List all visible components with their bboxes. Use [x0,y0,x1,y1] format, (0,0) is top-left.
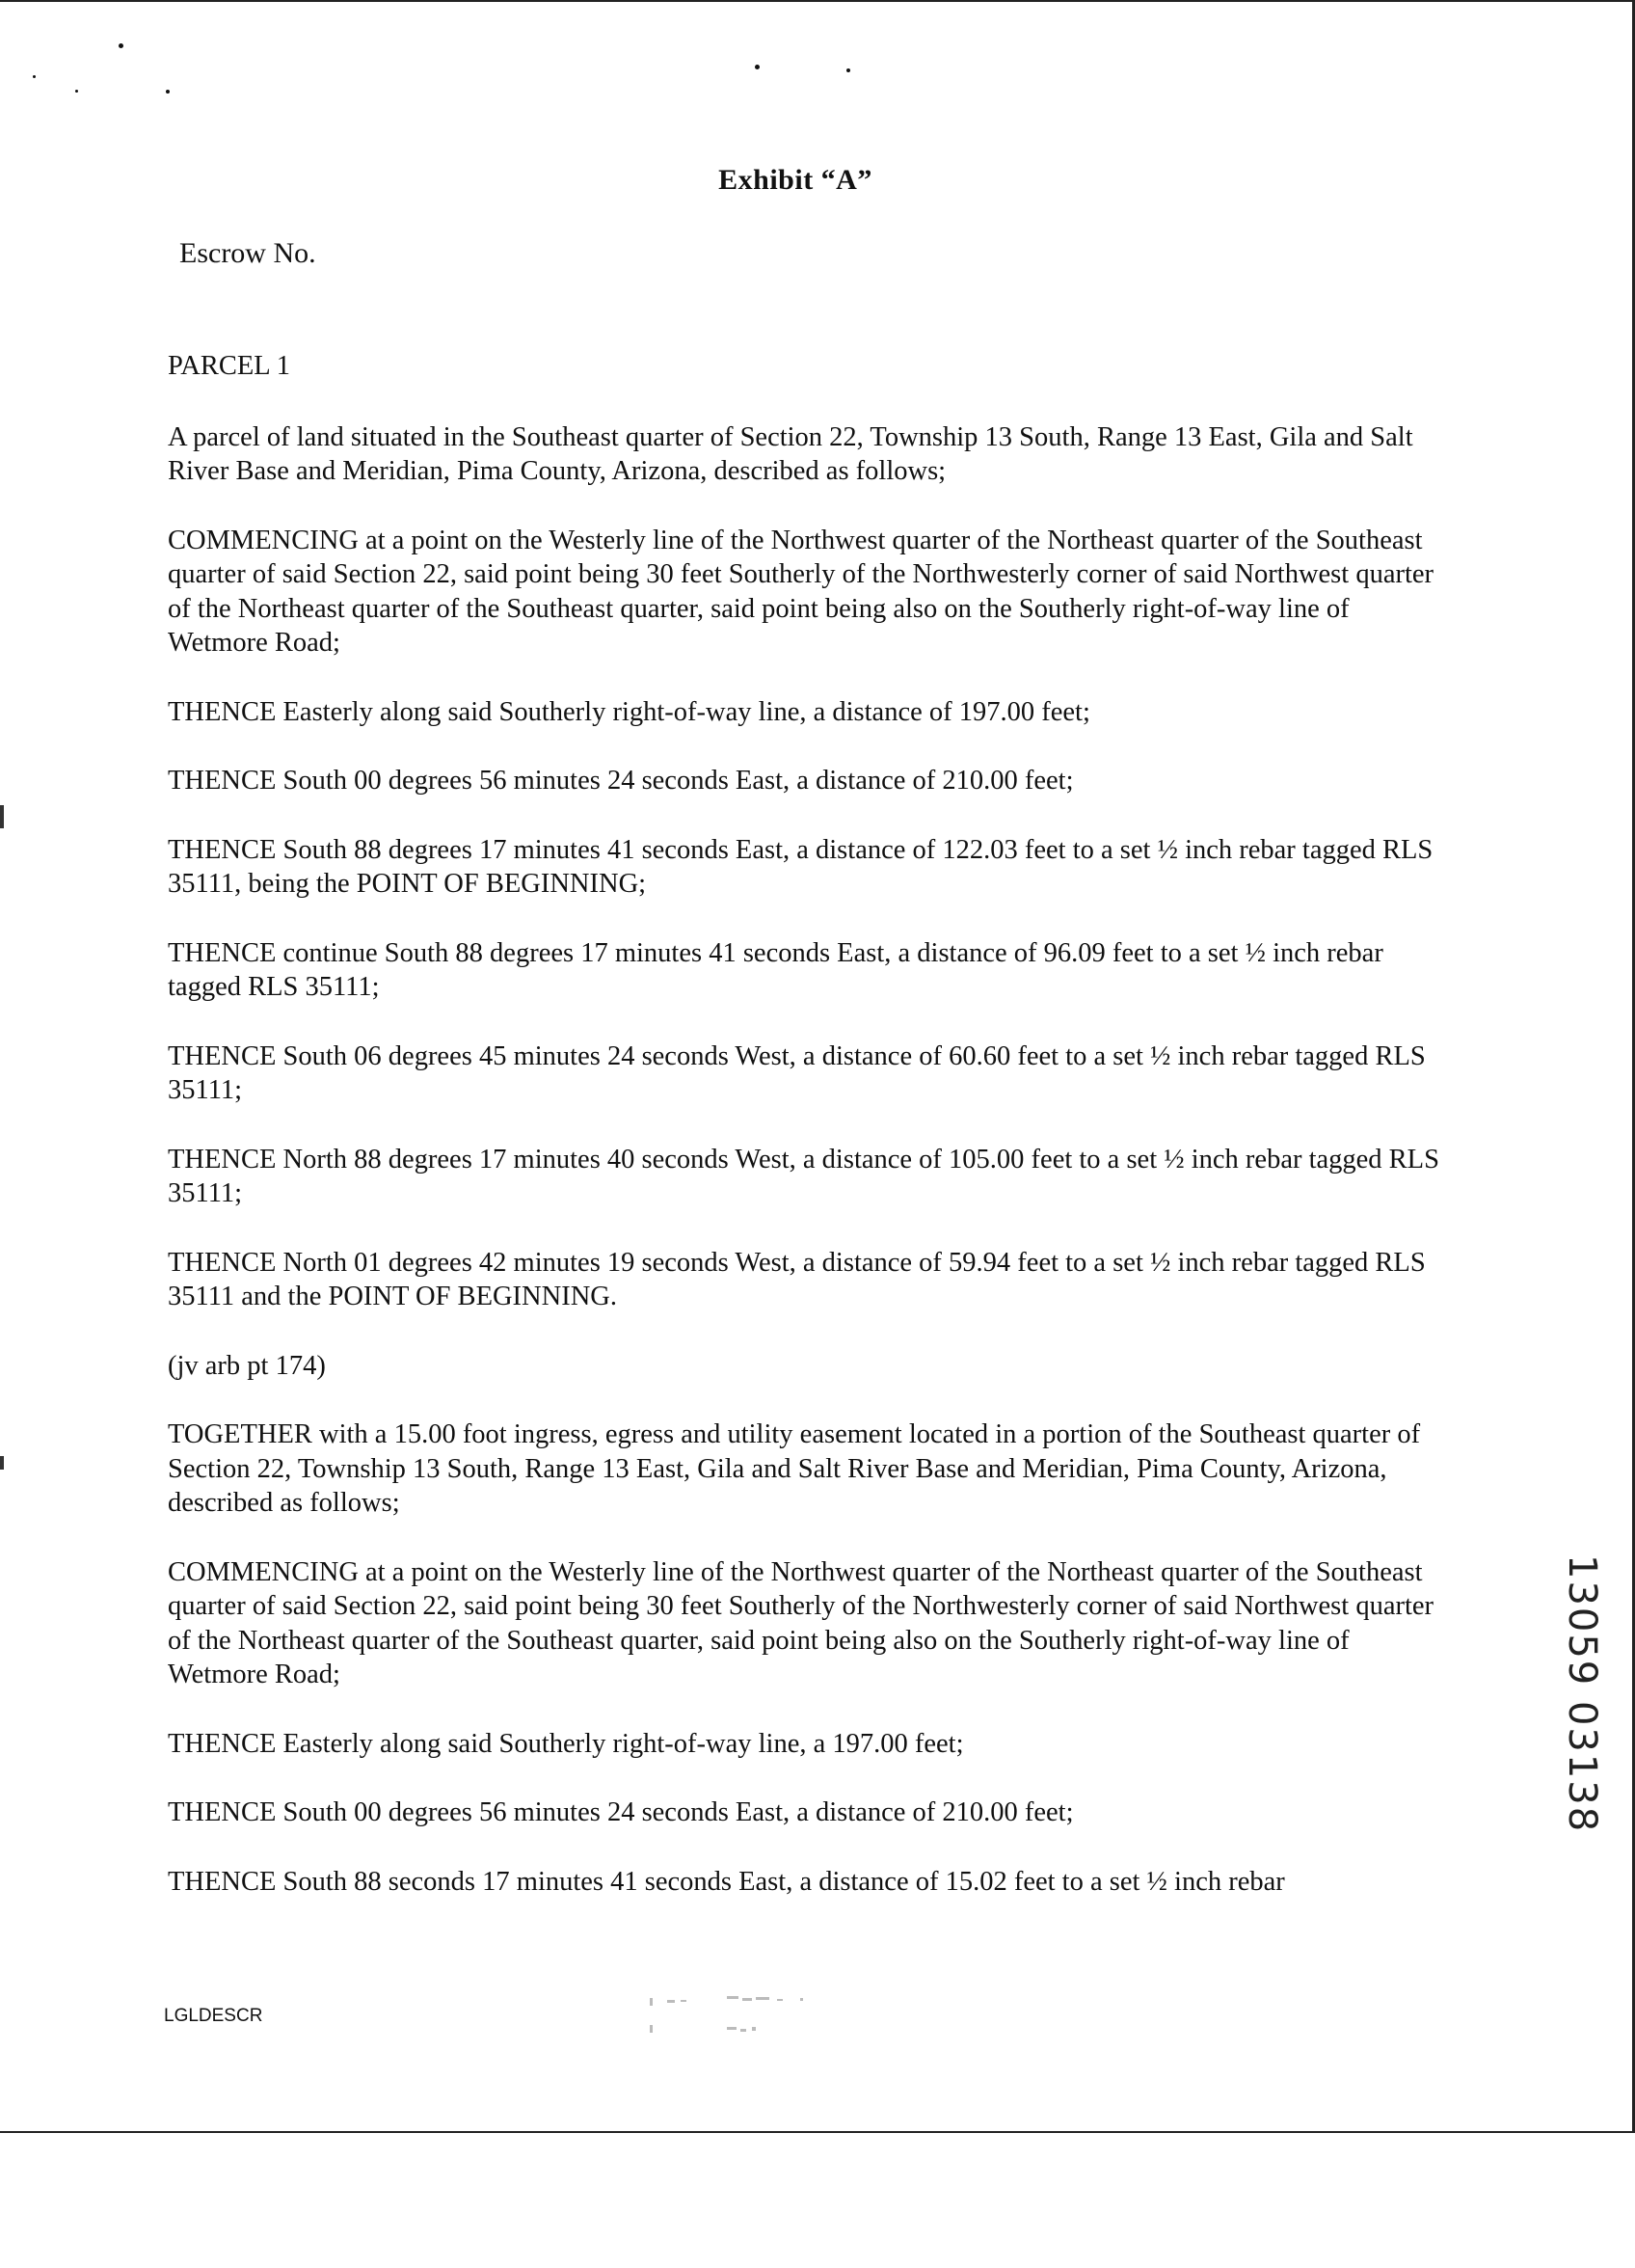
paragraph: THENCE Easterly along said Southerly right-of-way line, a 197.00 feet; [168,1728,964,1759]
scan-speck [33,75,36,78]
paragraph: A parcel of land situated in the Southeast quarter of Section 22, Township 13 South, Range 13 East, Gila and Salt River Base and Meridian, Pima County, Arizona, described as follows; [168,421,1413,486]
paragraph: THENCE Easterly along said Southerly right-of-way line, a distance of 197.00 feet; [168,696,1090,727]
scan-speck [846,68,850,72]
scan-speck [166,90,170,94]
recording-number-stamp: 13059 03138 [1560,1554,1604,1834]
escrow-number-label: Escrow No. [179,237,316,269]
paragraph: THENCE South 00 degrees 56 minutes 24 seconds East, a distance of 210.00 feet; [168,766,1074,796]
margin-mark [0,805,4,828]
legal-description [168,349,1450,1933]
paragraph: THENCE continue South 88 degrees 17 minutes 41 seconds East, a distance of 96.09 feet to a set ½ inch rebar tagged RLS 35111; [168,937,1383,1002]
paragraph: THENCE North 01 degrees 42 minutes 19 seconds West, a distance of 59.94 feet to a set ½ inch rebar tagged RLS 35111 and the POINT OF BEGINNING. [168,1247,1426,1311]
paragraph: THENCE South 00 degrees 56 minutes 24 seconds East, a distance of 210.00 feet; [168,1797,1074,1827]
scan-speck [119,43,123,48]
paragraph: COMMENCING at a point on the Westerly line of the Northwest quarter of the Northeast quarter of the Southeast quarter of said Section 22, said point being 30 feet Southerly of the Northwesterly corner of said Northwest quarter of the Northeast quarter of the Southeast quarter, said point being also on the Southerly right-of-way line of Wetmore Road; [168,1556,1434,1689]
margin-mark [0,1456,4,1470]
paragraph: THENCE South 88 seconds 17 minutes 41 seconds East, a distance of 15.02 feet to a set ½ inch rebar [168,1866,1285,1897]
faint-stamp-mark [646,1988,868,2046]
paragraph: (jv arb pt 174) [168,1350,326,1381]
parcel-heading: PARCEL 1 [168,351,290,381]
page-title: Exhibit “A” [718,164,872,196]
paragraph: TOGETHER with a 15.00 foot ingress, egress and utility easement located in a portion of the Southeast quarter of Section 22, Township 13 South, Range 13 East, Gila and Salt River Base and Meridian, Pima County, Arizona, described as follows; [168,1419,1421,1518]
paragraph: THENCE North 88 degrees 17 minutes 40 seconds West, a distance of 105.00 feet to a set ½ inch rebar tagged RLS 35111; [168,1144,1439,1208]
paragraph: THENCE South 88 degrees 17 minutes 41 seconds East, a distance of 122.03 feet to a set ½ inch rebar tagged RLS 35111, being the POINT OF BEGINNING; [168,834,1434,899]
scan-speck [755,65,760,69]
footer-doc-code: LGLDESCR [164,2006,263,2026]
paragraph: THENCE South 06 degrees 45 minutes 24 seconds West, a distance of 60.60 feet to a set ½ inch rebar tagged RLS 35111; [168,1040,1426,1105]
scan-speck [75,90,78,93]
paragraph: COMMENCING at a point on the Westerly line of the Northwest quarter of the Northeast quarter of the Southeast quarter of said Section 22, said point being 30 feet Southerly of the Northwesterly corner of said Northwest quarter of the Northeast quarter of the Southeast quarter, said point being also on the Southerly right-of-way line of Wetmore Road; [168,525,1434,658]
